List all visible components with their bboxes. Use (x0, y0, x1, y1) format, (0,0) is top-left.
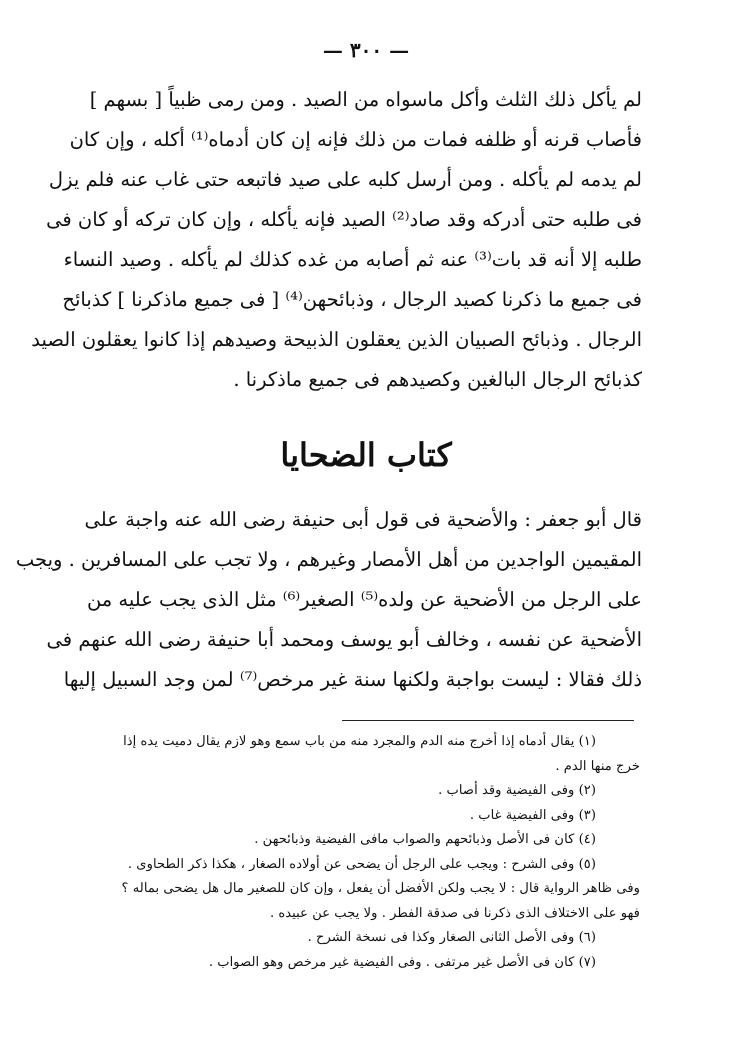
text-line: فى طلبه حتى أدركه وقد صاد⁽²⁾ الصيد فإنه يأكله ، وإن كان تركه أو كان فى (46, 208, 642, 231)
section-title: كتاب الضحايا (280, 436, 452, 474)
footnotes (95, 730, 640, 975)
text-line: كذبائح الرجال البالغين وكصيدهم فى جميع ماذكرنا . (233, 368, 642, 391)
footnote-separator (342, 720, 634, 721)
text-line: فأصاب قرنه أو ظلفه فمات من ذلك فإنه إن كان أدماه⁽¹⁾ أكله ، وإن كان (69, 128, 642, 151)
text-line: المقيمين الواجدين من أهل الأمصار وغيرهم ، ولا تجب على المسافرين . ويجب (15, 548, 642, 571)
footnote-line: (٦) وفى الأصل الثانى الصغار وكذا فى نسخة الشرح . (307, 930, 596, 945)
footnote-line: (١) يقال أدماه إذا أخرج منه الدم والمجرد منه من باب سمع وهو لازم يقال دميت يده إذا (123, 734, 596, 749)
text-line: الأضحية عن نفسه ، وخالف أبو يوسف ومحمد أبا حنيفة رضى الله عنهم فى (46, 628, 642, 651)
footnote-line: (٤) كان فى الأصل وذبائحهم والصواب مافى الفيضية وذبائحهن . (254, 832, 596, 847)
page-number: — ٣٠٠ — (322, 38, 410, 62)
footnote-line: (٢) وفى الفيضية وقد أصاب . (438, 783, 596, 798)
footnote-line: فهو على الاختلاف الذى ذكرنا فى صدقة الفطر . ولا يجب عن عبيده . (269, 905, 640, 921)
text-line: ذلك فقالا : ليست بواجبة ولكنها سنة غير مرخص⁽⁷⁾ لمن وجد السبيل إليها (63, 668, 642, 691)
footnote-line: (٣) وفى الفيضية غاب . (469, 807, 596, 823)
text-line: الرجال . وذبائح الصبيان الذين يعقلون الذبيحة وصيدهم إذا كانوا يعقلون الصيد (31, 328, 642, 351)
paragraph-sacrifices (15, 500, 642, 700)
footnote-line: (٥) وفى الشرح : ويجب على الرجل أن يضحى عن أولاده الصغار ، هكذا ذكر الطحاوى . (127, 856, 596, 872)
text-line: لم يدمه لم يأكله . ومن أرسل كلبه على صيد فاتبعه حتى غاب عنه فلم يزل (48, 168, 642, 191)
text-line: لم يأكل ذلك الثلث وأكل ماسواه من الصيد . ومن رمى ظبياً [ بسهم ] (89, 88, 642, 111)
footnote-line: (٧) كان فى الأصل غير مرتفى . وفى الفيضية غير مرخص وهو الصواب . (208, 954, 596, 970)
footnote-line: وفى ظاهر الرواية قال : لا يجب ولكن الأفضل أن يفعل ، وإن كان للصغير مال هل يضحى بماله ؟ (121, 881, 640, 896)
text-line: قال أبو جعفر : والأضحية فى قول أبى حنيفة رضى الله عنه واجبة على (84, 508, 642, 531)
text-line: طلبه إلا أنه قد بات⁽³⁾ عنه ثم أصابه من غده كذلك لم يأكله . وصيد النساء (63, 248, 642, 271)
text-line: فى جميع ما ذكرنا كصيد الرجال ، وذبائحهن⁽⁴⁾ [ فى جميع ماذكرنا ] كذبائح (62, 288, 642, 311)
paragraph-hunting (31, 80, 642, 400)
footnote-line: خرج منها الدم . (555, 758, 640, 774)
text-line: على الرجل من الأضحية عن ولده⁽⁵⁾ الصغير⁽⁶⁾ مثل الذى يجب عليه من (86, 588, 642, 611)
